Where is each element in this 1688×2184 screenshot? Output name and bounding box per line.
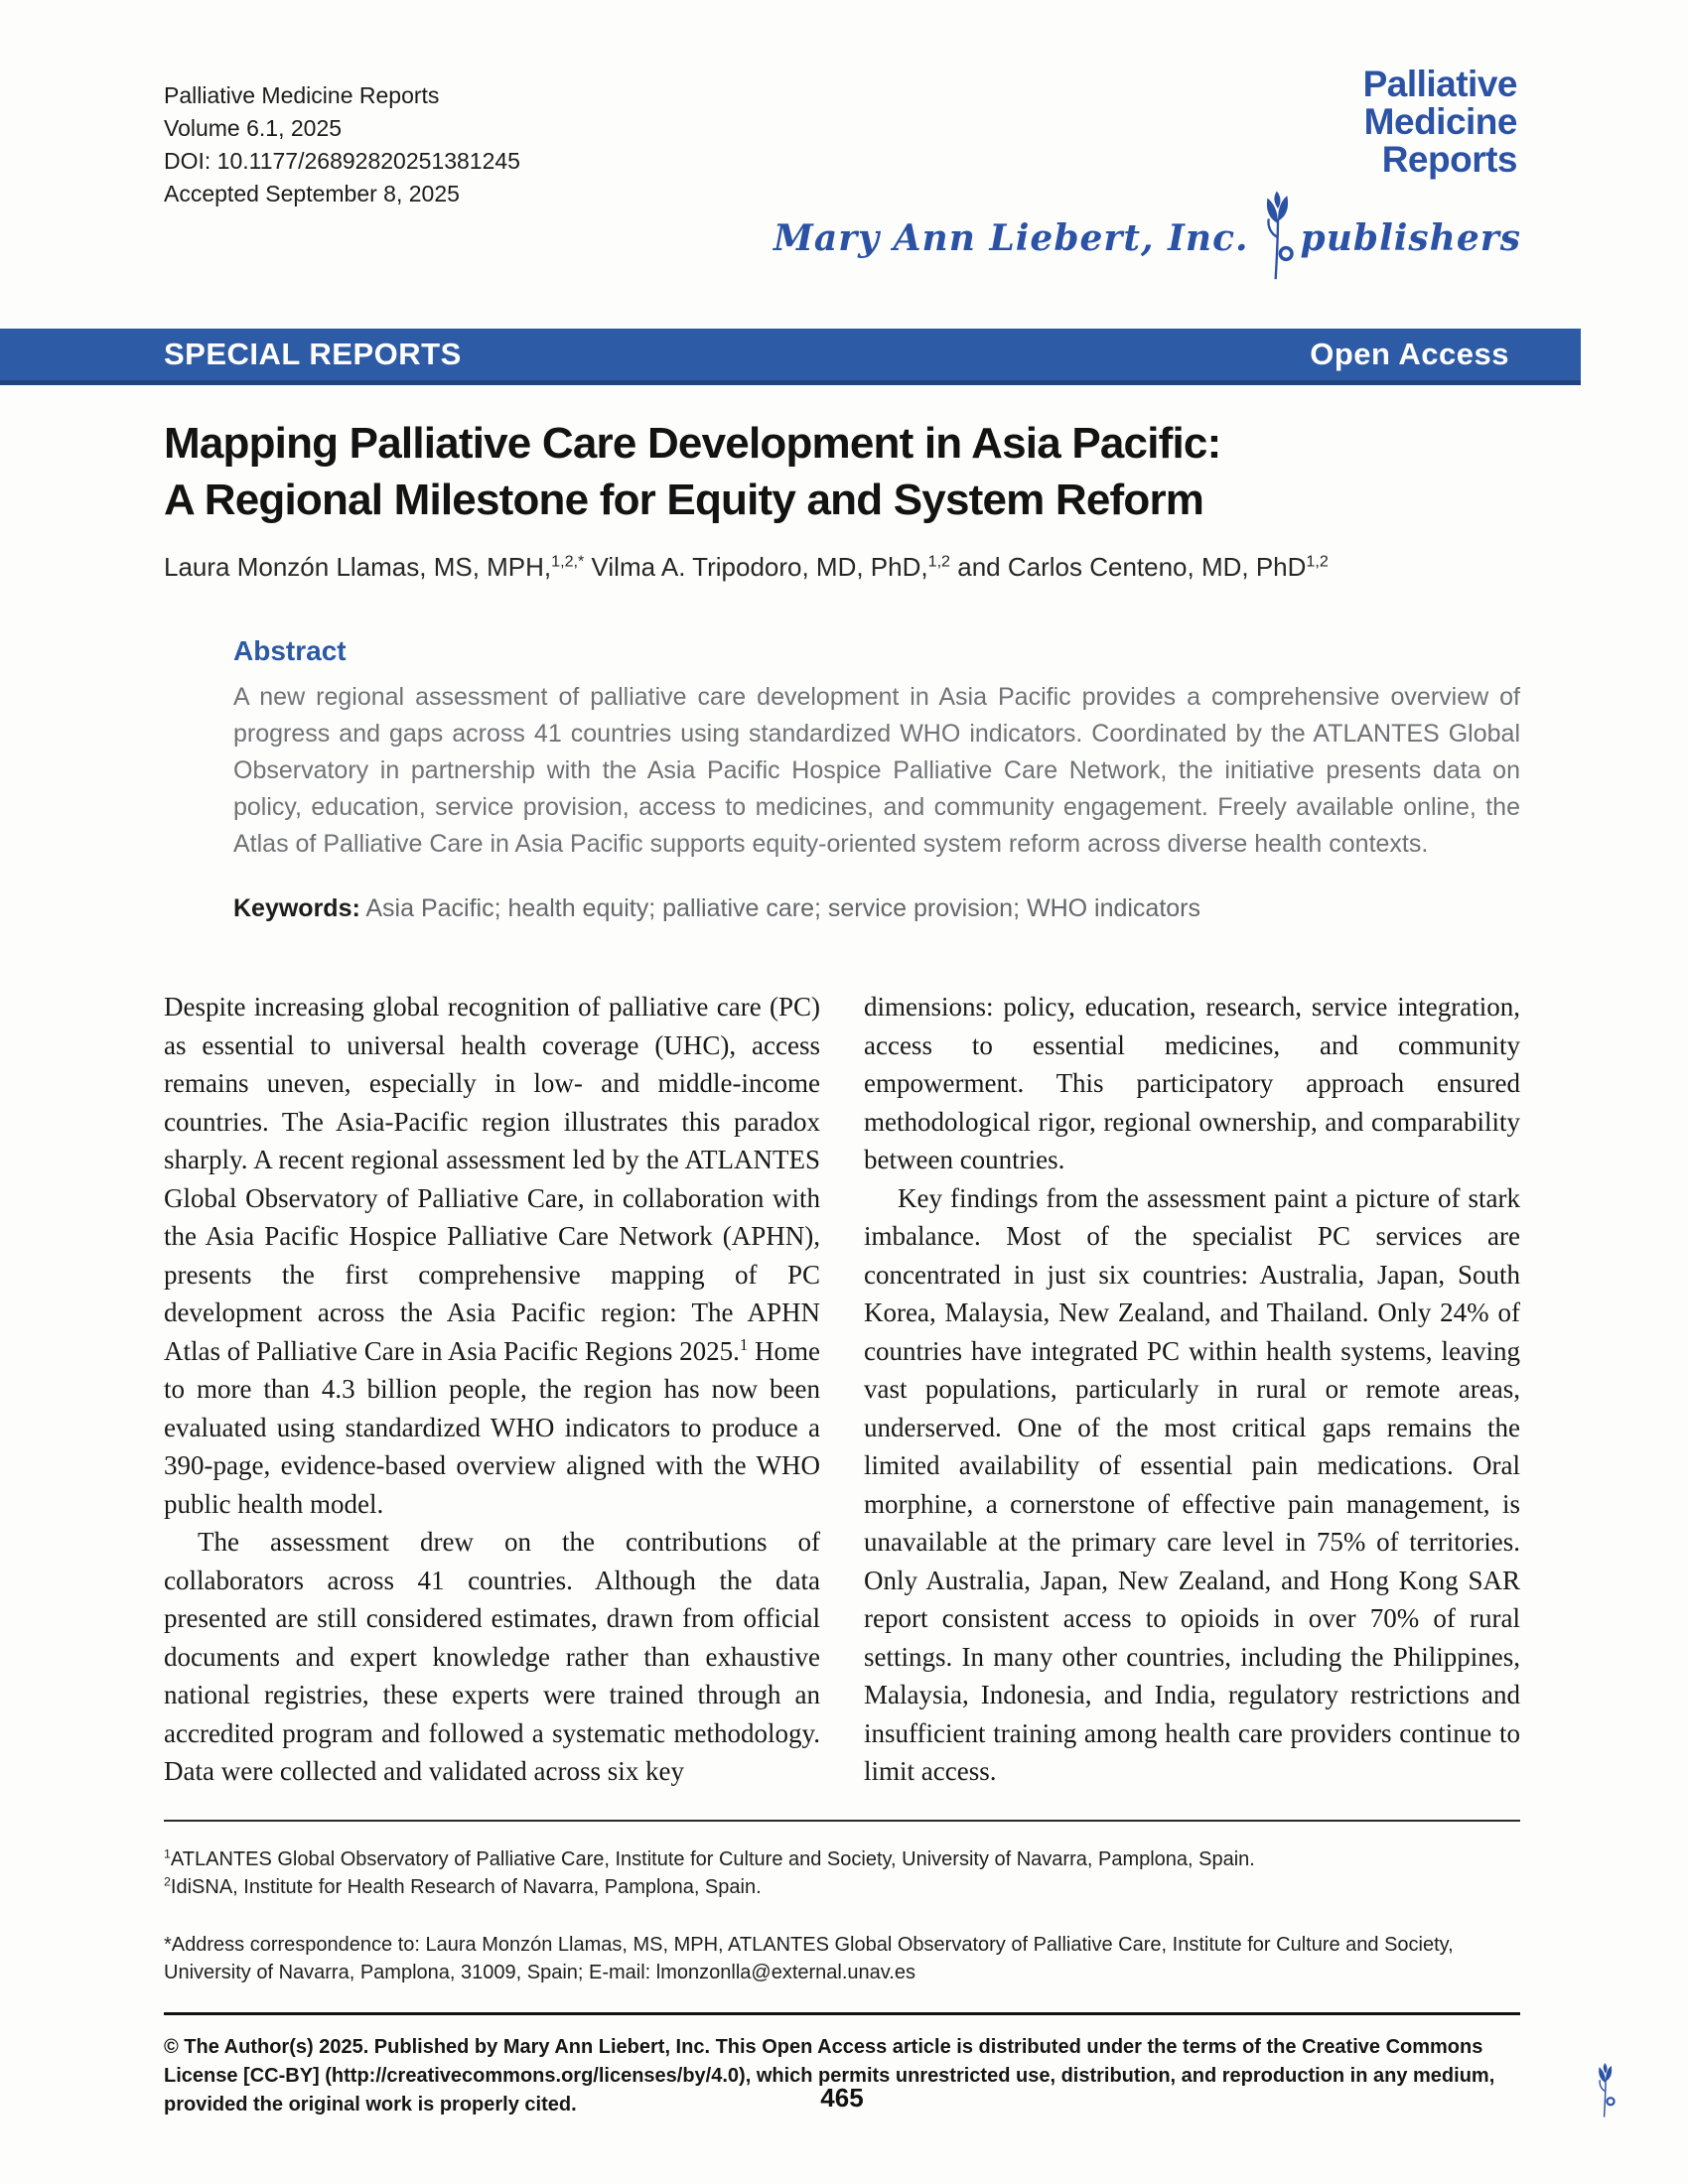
affiliation-footnote-2 (164, 1873, 1520, 1901)
page-number: 465 (820, 2083, 864, 2113)
affiliation-footnote-1 (164, 1845, 1520, 1873)
publisher-word-script: publishers (1300, 217, 1521, 259)
footnotes-section (164, 1820, 1520, 2119)
abstract-heading: Abstract (233, 635, 347, 666)
paragraph-1-text: Despite increasing global recognition of palliative care (PC) as essential to universal health coverage (UHC), access remains uneven, especially in low- and middle-income countries. The Asia-Pacific region illustrates this paradox sharply. A recent regional assessment led by the ATLANTES Global Observatory of Palliative Care, in collaboration with the Asia Pacific Hospice Palliative Care Network (APHN), presents the first comprehensive mapping of PC development across the Asia Pacific region: The APHN Atlas of Palliative Care in Asia Pacific Regions 2025. (164, 992, 820, 1366)
reference-1-marker: 1 (739, 1334, 749, 1354)
leaf-icon (1249, 191, 1301, 266)
author-1: Laura Monzón Llamas, MS, MPH, (164, 552, 552, 582)
footnote-2-marker: 2 (164, 1874, 171, 1889)
publisher-name-script: Mary Ann Liebert, Inc. (774, 217, 1249, 259)
title-line-1: Mapping Palliative Care Development in Asia Pacific: (164, 419, 1221, 468)
footnote-2-text: IdiSNA, Institute for Health Research of Navarra, Pamplona, Spain. (170, 1876, 762, 1898)
open-access-label: Open Access (1310, 337, 1509, 371)
publisher-logotype (774, 191, 1521, 266)
paragraph-1-continued: Home to more than 4.3 billion people, the region has now been evaluated using standardized WHO indicators to produce a 390-page, evidence-based overview aligned with the WHO public health model. (164, 1335, 820, 1519)
author-3-affiliations: 1,2 (1306, 552, 1329, 571)
abstract-text: A new regional assessment of palliative care development in Asia Pacific provides a comprehensive overview of progress and gaps across 41 countries using standardized WHO indicators. Coordinated by the ATLANTES Global Observatory in partnership with the Asia Pacific Hospice Palliative Care Network, the initiative presents data on policy, education, service provision, access to medicines, and community engagement. Freely available online, the Atlas of Palliative Care in Asia Pacific supports equity-oriented system reform across diverse health contexts. (233, 683, 1520, 858)
author-2: Vilma A. Tripodoro, MD, PhD, (584, 552, 928, 582)
journal-doi: DOI: 10.1177/26892820251381245 (164, 148, 520, 174)
section-banner (0, 329, 1581, 385)
paragraph-3: Key findings from the assessment paint a picture of stark imbalance. Most of the specialist PC services are concentrated in just six countries: Australia, Japan, South Korea, Malaysia, New Zealand, and Thailand. Only 24% of countries have integrated PC within health systems, leaving vast populations, particularly in rural or remote areas, underserved. One of the most critical gaps remains the limited availability of essential pain medications. Oral morphine, a cornerstone of effective pain management, is unavailable at the primary care level in 75% of territories. Only Australia, Japan, New Zealand, and Hong Kong SAR report consistent access to opioids in over 70% of rural settings. In many other countries, including the Philippines, Malaysia, Indonesia, and India, regulatory restrictions and insufficient training among health care providers continue to limit access. (864, 1182, 1520, 1786)
author-3: and Carlos Centeno, MD, PhD (950, 552, 1307, 582)
body-column-left (164, 988, 820, 1791)
logo-line-1: Palliative (1362, 64, 1517, 104)
journal-meta (164, 79, 520, 210)
paragraph-2-continued: dimensions: policy, education, research, service integration, access to essential medicines, and community empowerment. This participatory approach ensured methodological rigor, regional ownership, and comparability between countries. (864, 992, 1520, 1174)
keywords-list: Asia Pacific; health equity; palliative care; service provision; WHO indicators (359, 894, 1201, 922)
license-statement: © The Author(s) 2025. Published by Mary Ann Liebert, Inc. This Open Access article is distributed under the terms of the Creative Commons License [CC-BY] (http://creativecommons.org/licenses/by/4.0), which permits unrestricted use, distribution, and reproduction in any medium, provided the original work is properly cited. (164, 2036, 1495, 2116)
author-2-affiliations: 1,2 (927, 552, 951, 571)
paragraph-2: The assessment drew on the contributions of collaborators across 41 countries. Although the data presented are still considered estimates, drawn from official documents and expert knowledge rather than exhaustive national registries, these experts were trained through an accredited program and followed a systematic methodology. Data were collected and validated across six key (164, 1527, 820, 1786)
footnote-1-marker: 1 (164, 1846, 171, 1861)
keywords-label: Keywords: (233, 894, 360, 922)
body-column-right (864, 988, 1520, 1791)
article-title (164, 415, 1524, 528)
journal-volume: Volume 6.1, 2025 (164, 115, 343, 141)
correspondence-note: *Address correspondence to: Laura Monzón Llamas, MS, MPH, ATLANTES Global Observatory of Palliative Care, Institute for Culture and Society, University of Navarra, Pamplona, 31009, Spain; E-mail: lmonzonlla@external.unav.es (164, 1934, 1454, 1983)
author-1-affiliations: 1,2,* (551, 552, 585, 571)
journal-accepted-date: Accepted September 8, 2025 (164, 181, 460, 206)
title-line-2: A Regional Milestone for Equity and System Reform (164, 476, 1204, 524)
leaf-icon (1593, 2063, 1618, 2123)
license-divider (164, 2012, 1520, 2015)
section-label: SPECIAL REPORTS (164, 337, 462, 371)
journal-logo (1363, 66, 1517, 179)
journal-name: Palliative Medicine Reports (164, 82, 440, 108)
keywords-line (233, 894, 1520, 923)
article-body (164, 988, 1520, 1791)
footnote-1-text: ATLANTES Global Observatory of Palliative Care, Institute for Culture and Society, University of Navarra, Pamplona, Spain. (170, 1848, 1255, 1870)
author-byline (164, 552, 1524, 583)
logo-line-3: Reports (1381, 139, 1517, 180)
paragraph-1 (164, 988, 820, 1523)
logo-line-2: Medicine (1363, 101, 1517, 142)
abstract-section (233, 635, 1520, 923)
